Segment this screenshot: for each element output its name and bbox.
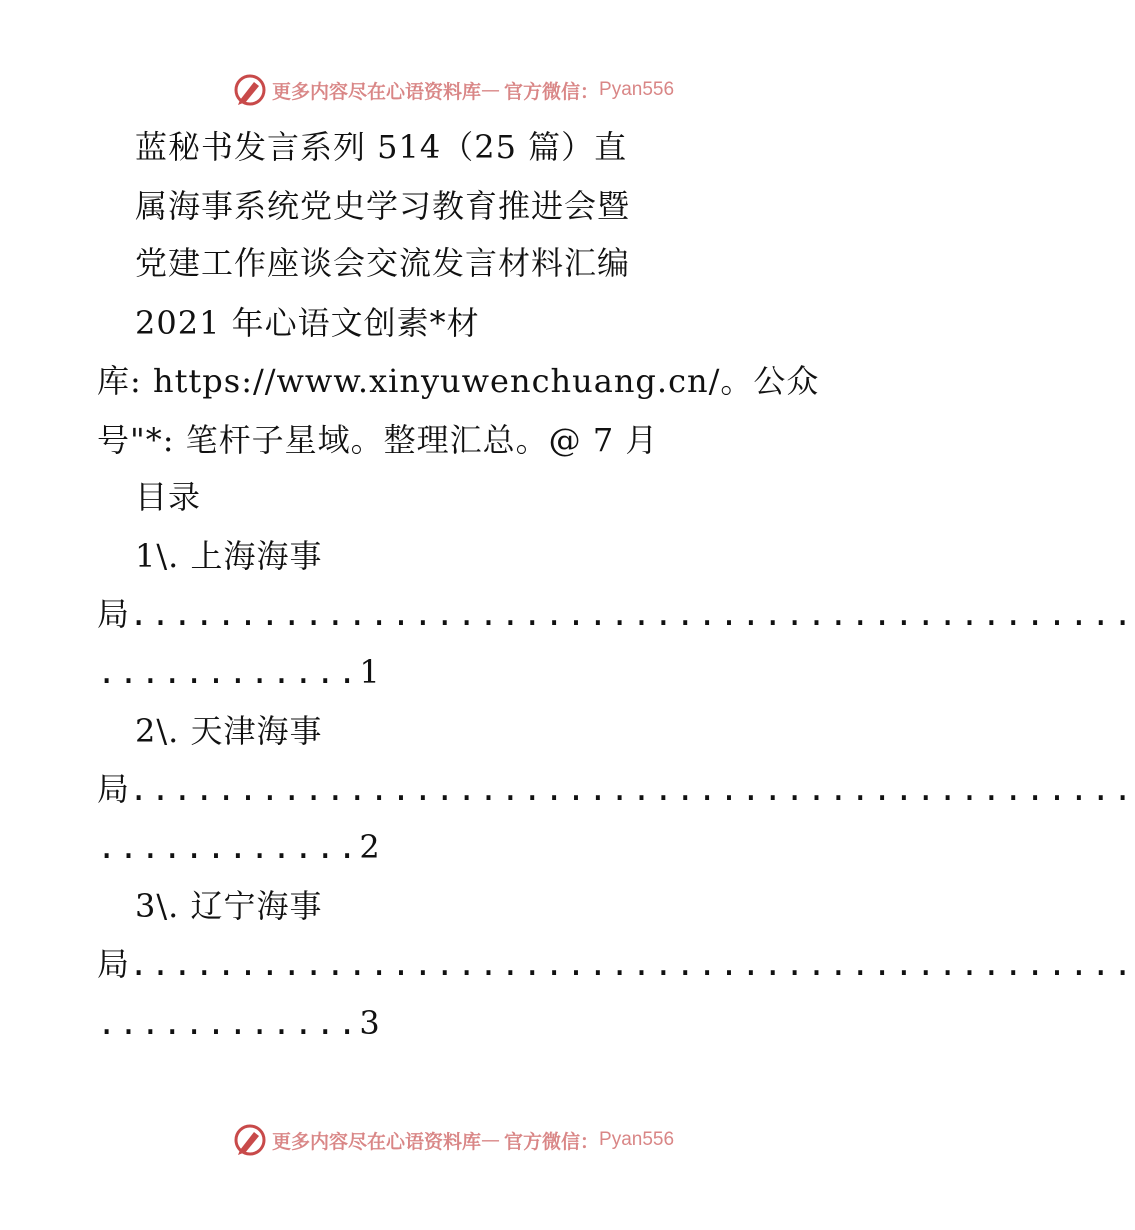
banner-text: 更多内容尽在心语资料库 bbox=[272, 1130, 482, 1153]
footer-banner bbox=[232, 1120, 674, 1160]
banner-label: 官方微信： bbox=[504, 1130, 600, 1153]
toc-entry-3-leader: 局.............................................. bbox=[97, 945, 1135, 983]
header-banner bbox=[232, 70, 674, 110]
pen-logo-icon bbox=[232, 1122, 268, 1158]
banner-account: Pyan556 bbox=[599, 79, 675, 100]
source-line-2: 号"*: 笔杆子星域。整理汇总。@ 7 月 bbox=[97, 421, 659, 459]
title-line-1: 蓝秘书发言系列 514（25 篇）直 bbox=[135, 128, 628, 166]
toc-entry-2-leader: 局.............................................. bbox=[97, 770, 1135, 808]
toc-entry-3-page-line: ............3 bbox=[97, 1004, 381, 1042]
toc-entry-2-lead: 局 bbox=[97, 770, 130, 808]
toc-entry-1-label[interactable]: 1\. 上海海事 bbox=[135, 537, 323, 575]
title-line-2: 属海事系统党史学习教育推进会暨 bbox=[135, 187, 631, 225]
banner-label: 官方微信： bbox=[504, 80, 600, 103]
banner-separator: — bbox=[481, 1129, 501, 1151]
title-line-3: 党建工作座谈会交流发言材料汇编 bbox=[135, 244, 631, 282]
toc-heading: 目录 bbox=[135, 478, 202, 516]
toc-entry-1-lead: 局 bbox=[97, 595, 130, 633]
toc-entry-1-page-line: ............1 bbox=[97, 653, 381, 691]
title-line-4: 2021 年心语文创素*材 bbox=[135, 304, 480, 342]
toc-entry-2-page[interactable]: 2 bbox=[359, 828, 381, 866]
toc-entry-2-page-line: ............2 bbox=[97, 828, 381, 866]
banner-account: Pyan556 bbox=[599, 1129, 675, 1150]
toc-entry-3-label[interactable]: 3\. 辽宁海事 bbox=[135, 887, 323, 925]
toc-entry-3-page[interactable]: 3 bbox=[359, 1004, 381, 1042]
toc-entry-1-leader: 局.............................................. bbox=[97, 595, 1135, 633]
banner-separator: — bbox=[481, 79, 501, 101]
toc-entry-3-lead: 局 bbox=[97, 945, 130, 983]
banner-text: 更多内容尽在心语资料库 bbox=[272, 80, 482, 103]
source-line-1: 库: https://www.xinyuwenchuang.cn/。公众 bbox=[97, 362, 820, 400]
toc-entry-2-label[interactable]: 2\. 天津海事 bbox=[135, 712, 323, 750]
toc-entry-1-page[interactable]: 1 bbox=[359, 653, 381, 691]
pen-logo-icon bbox=[232, 72, 268, 108]
